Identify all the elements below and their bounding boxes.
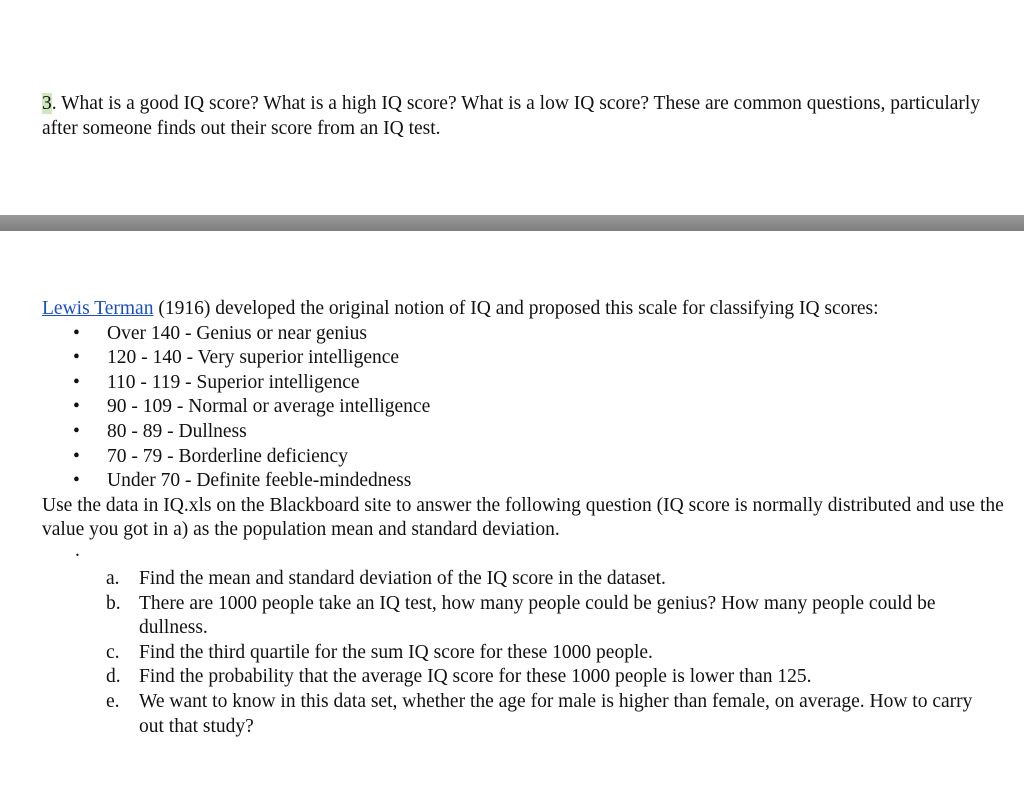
bullet-icon: •: [73, 396, 80, 418]
bullet-icon: •: [73, 470, 80, 492]
item-letter: a.: [106, 568, 120, 589]
iq-scale-list: [42, 322, 1012, 494]
question-number-punct: .: [51, 93, 57, 114]
subquestion-list: [106, 567, 996, 739]
item-text: There are 1000 people take an IQ test, how many people could be genius? How many people could be dullness.: [139, 592, 936, 639]
instructions-text: Use the data in IQ.xls on the Blackboard site to answer the following question (IQ score is normally distributed and use the value you got in a) as the population mean and standard deviation.: [42, 494, 1004, 541]
item-text: Find the mean and standard deviation of the IQ score in the dataset.: [139, 568, 666, 589]
item-letter: e.: [106, 690, 120, 712]
bullet-icon: •: [73, 322, 80, 344]
list-item: [106, 665, 996, 690]
terman-intro: [42, 297, 1012, 322]
item-text: Find the third quartile for the sum IQ score for these 1000 people.: [139, 641, 653, 663]
bullet-icon: •: [73, 445, 80, 467]
list-item-text: Under 70 - Definite feeble-mindedness: [107, 470, 412, 492]
list-item-text: 80 - 89 - Dullness: [107, 420, 247, 442]
list-item-text: Over 140 - Genius or near genius: [107, 322, 367, 344]
question-text: What is a good IQ score? What is a high IQ score? What is a low IQ score? These are common questions, particularly after someone finds out their score from an IQ test.: [42, 93, 981, 139]
item-text: Find the probability that the average IQ score for these 1000 people is lower than 125.: [139, 666, 812, 688]
list-item-text: 120 - 140 - Very superior intelligence: [107, 347, 400, 369]
terman-section: [42, 297, 1012, 543]
bullet-icon: •: [73, 420, 80, 442]
list-item: [106, 690, 996, 739]
item-letter: d.: [106, 666, 121, 688]
list-item: [42, 395, 1012, 420]
list-item: [42, 371, 1012, 396]
terman-intro-text: (1916) developed the original notion of IQ and proposed this scale for classifying IQ scores:: [153, 298, 879, 319]
item-letter: b.: [106, 592, 121, 614]
list-item: [42, 322, 1012, 347]
bullet-icon: •: [73, 371, 80, 393]
item-text: We want to know in this data set, whether the age for male is higher than female, on average. How to carry out that study?: [139, 690, 973, 737]
lewis-terman-link[interactable]: Lewis Terman: [42, 298, 154, 319]
list-item: [42, 420, 1012, 445]
page-divider: [0, 215, 1024, 231]
list-item: [42, 445, 1012, 470]
question-number: 3: [42, 93, 52, 114]
list-item: [106, 567, 996, 592]
stray-dot: .: [75, 540, 80, 561]
question-paragraph: [42, 92, 1002, 141]
list-item-text: 90 - 109 - Normal or average intelligence: [107, 396, 431, 418]
list-item: [42, 469, 1012, 494]
list-item: [106, 641, 996, 666]
item-letter: c.: [106, 641, 120, 663]
bullet-icon: •: [73, 347, 80, 369]
list-item: [106, 592, 996, 641]
list-item: [42, 346, 1012, 371]
list-item-text: 110 - 119 - Superior intelligence: [107, 371, 360, 393]
list-item-text: 70 - 79 - Borderline deficiency: [107, 445, 348, 467]
